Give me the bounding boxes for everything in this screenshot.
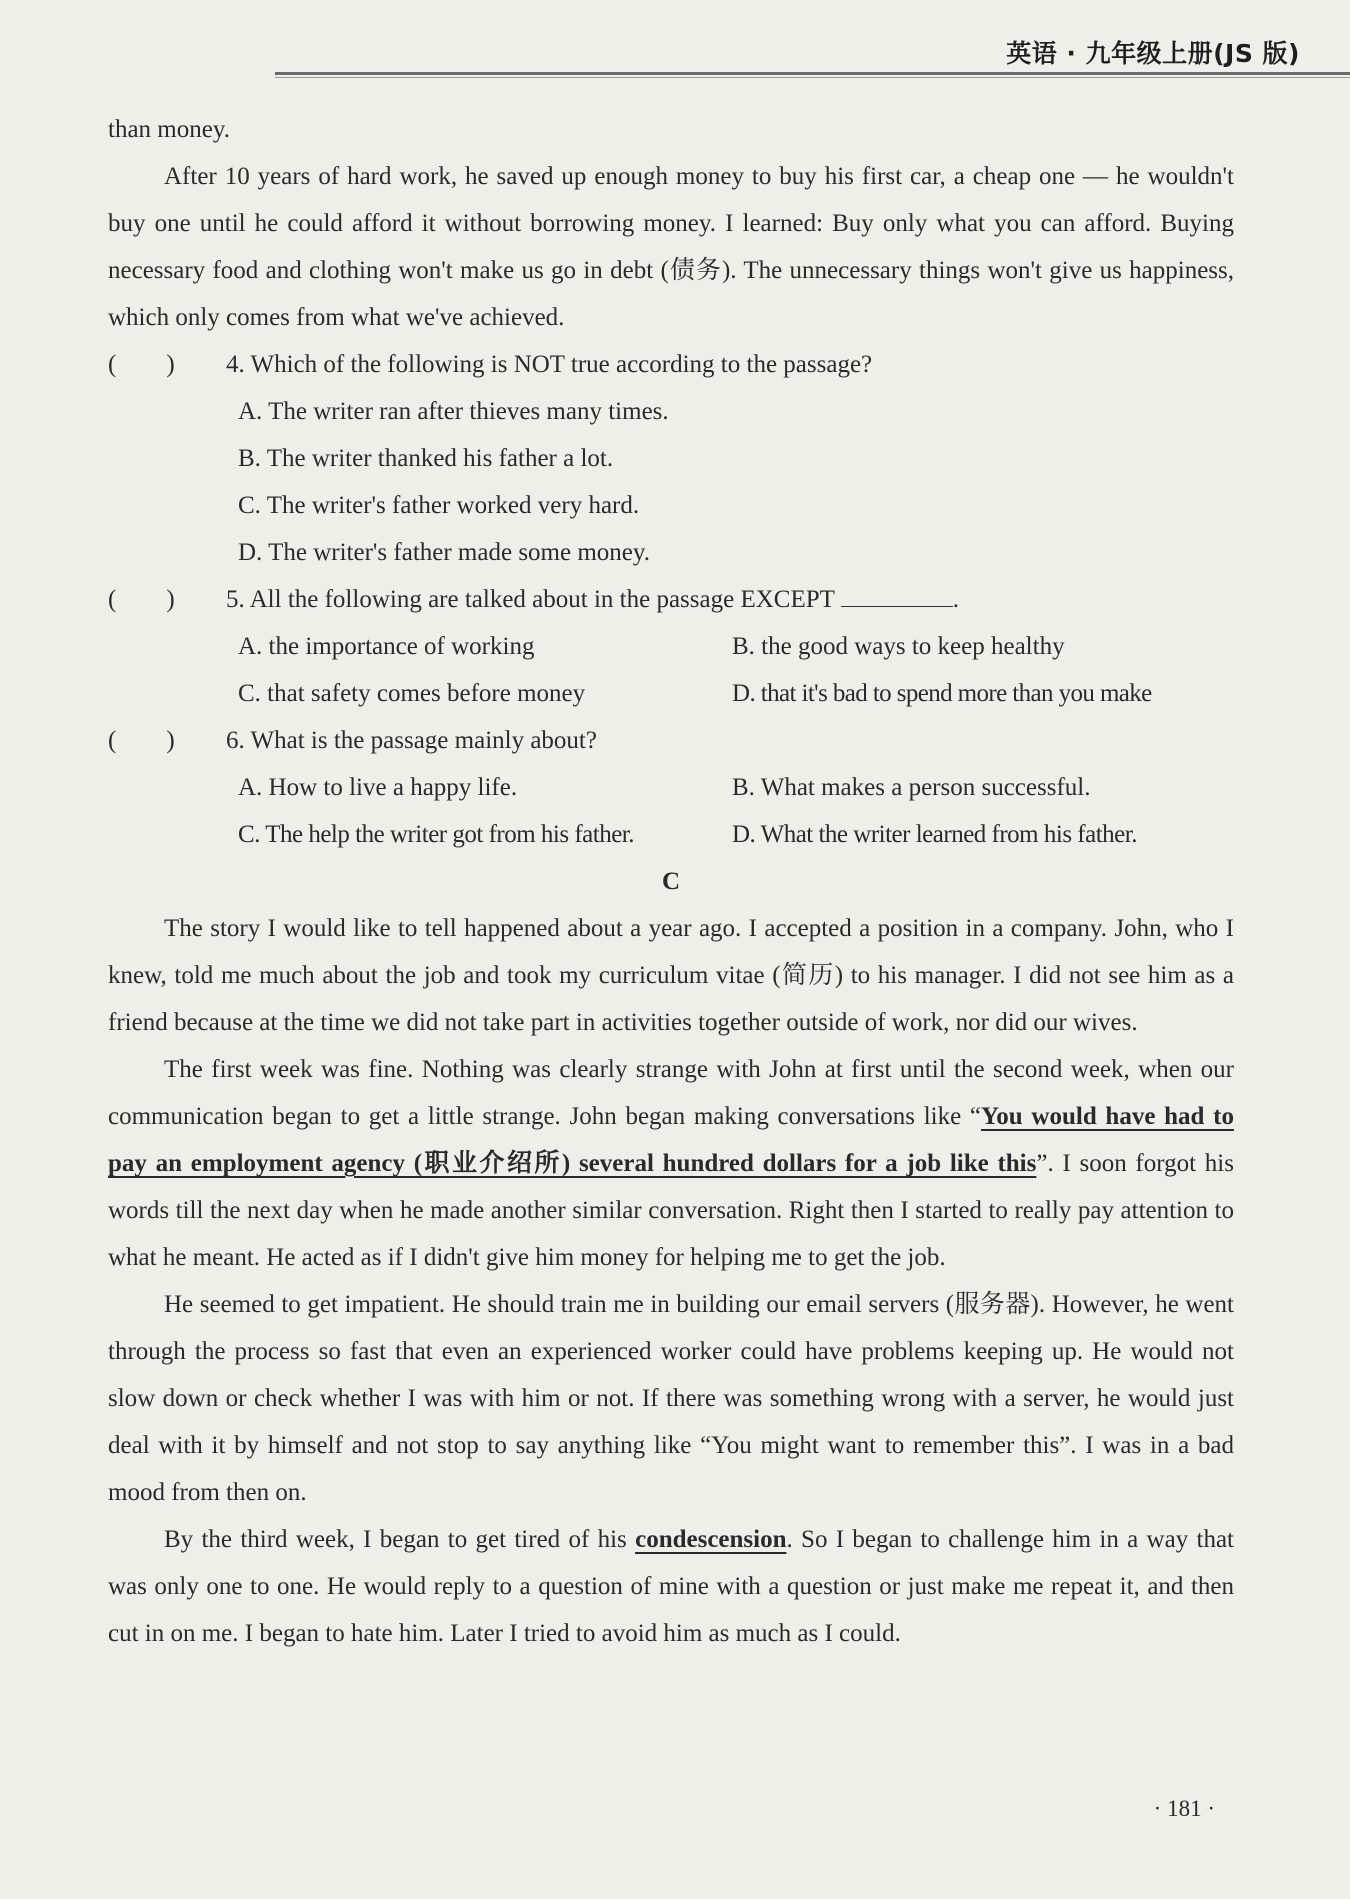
option-row [238,623,1234,670]
option: B. What makes a person successful. [732,774,1091,801]
question-stem: 6. What is the passage mainly about? [226,727,597,754]
answer-bracket[interactable]: ( ) [108,351,181,378]
answer-blank[interactable] [841,576,953,607]
paragraph: than money. [108,116,230,143]
option: A. How to live a happy life. [238,774,518,801]
underlined-sentence: You would have had to pay an employment agency (职业介绍所) several hundred dollars for a job like this [108,1103,1234,1177]
option: B. The writer thanked his father a lot. [238,445,614,472]
header-rule-thin [275,77,1350,78]
option: A. the importance of working [238,633,535,660]
option: B. the good ways to keep healthy [732,633,1065,660]
question-4 [108,341,1234,388]
answer-bracket[interactable]: ( ) [108,727,181,754]
question-6 [108,717,1234,764]
option-row [238,670,1234,717]
option-row [238,764,1234,811]
question-5 [108,576,1234,623]
option: D. The writer's father made some money. [238,539,651,566]
page-content [108,106,1234,1657]
question-stem: 4. Which of the following is NOT true according to the passage? [226,351,873,378]
paragraph: After 10 years of hard work, he saved up enough money to buy his first car, a cheap one — he wouldn't buy one until he could afford it without borrowing money. I learned: Buy only what you can afford. Buying necessary food and clothing won't make us go in debt (债务). The unnecessary things won't give us happiness, which only comes from what we've achieved. [108,163,1234,331]
header-rule [275,72,1350,75]
page-number: · 181 · [1153,1796,1215,1821]
section-heading: C [661,868,681,895]
option: D. that it's bad to spend more than you make [732,680,1152,707]
option: C. that safety comes before money [238,680,586,707]
answer-bracket[interactable]: ( ) [108,586,181,613]
paragraph: He seemed to get impatient. He should train me in building our email servers (服务器). However, he went through the process so fast that even an experienced worker could have problems keeping up. He would not slow down or check whether I was with him or not. If there was something wrong with a server, he would just deal with it by himself and not stop to say anything like “You might want to remember this”. I was in a bad mood from then on. [108,1291,1234,1506]
paragraph: By the third week, I began to get tired of his condescension. So I began to challenge him in a way that was only one to one. He would reply to a question of mine with a question or just make me repeat it, and then cut in on me. I began to hate him. Later I tried to avoid him as much as I could. [108,1526,1235,1647]
paragraph: The story I would like to tell happened about a year ago. I accepted a position in a company. John, who I knew, told me much about the job and took my curriculum vitae (简历) to his manager. I did not see him as a friend because at the time we did not take part in activities together outside of work, nor did our wives. [108,915,1234,1036]
option: A. The writer ran after thieves many times. [238,398,669,425]
option: C. The writer's father worked very hard. [238,492,640,519]
running-header: 英语 · 九年级上册(JS 版) [1006,39,1300,68]
question-stem: 5. All the following are talked about in the passage EXCEPT . [226,576,959,623]
option: C. The help the writer got from his father. [238,821,634,848]
paragraph: The first week was fine. Nothing was clearly strange with John at first until the second week, when our communication began to get a little strange. John began making conversations like “You would have had to pay an employment agency (职业介绍所) several hundred dollars for a job like this”. I soon forgot his words till the next day when he made another similar conversation. Right then I started to really pay attention to what he meant. He acted as if I didn't give him money for helping me to get the job. [108,1056,1234,1271]
underlined-word: condescension [635,1526,787,1553]
option-row [238,811,1234,858]
option: D. What the writer learned from his father. [732,821,1137,848]
